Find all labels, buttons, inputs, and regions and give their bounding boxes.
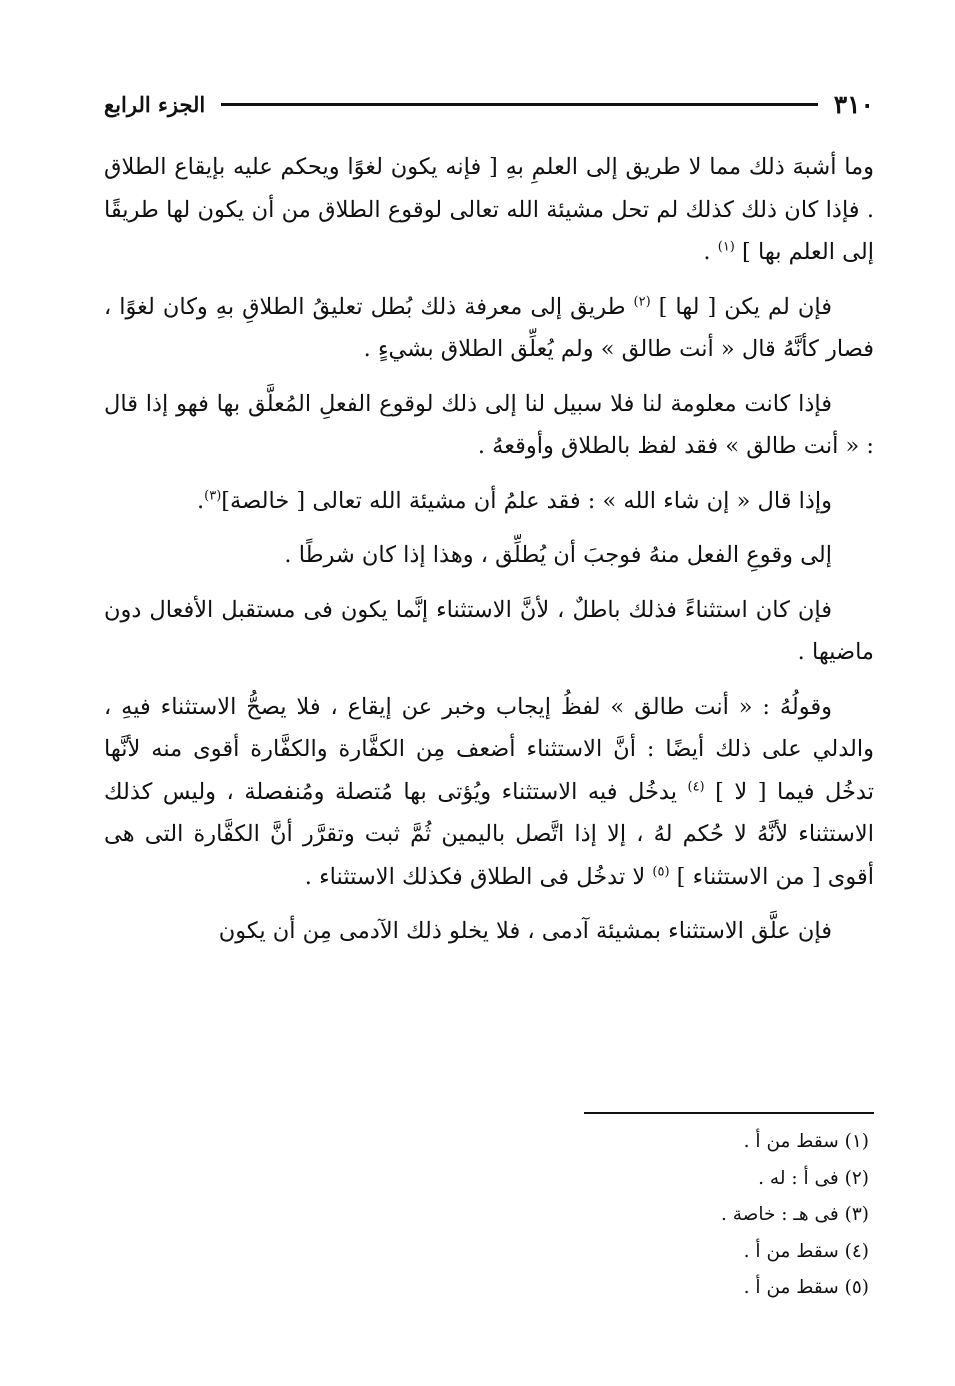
footnote-separator — [584, 1112, 874, 1114]
footnote-2: (٢) فى أ : له . — [758, 1167, 869, 1189]
footnote-4: (٤) سقط من أ . — [743, 1240, 869, 1262]
footnote-ref-5: (٥) — [652, 864, 670, 879]
paragraph-2: فإن لم يكن [ لها ] $^{(٢)}$ طريق إلى معرفة ذلك بُطل تعليقُ الطلاقِ بهِ وكان لغوًا ، فصار كأنَّهُ قال « أنت طالق » ولم يُعلِّق الطلاق بشيءٍ . — [104, 293, 874, 362]
footnote-3: (٣) فى هـ : خاصة . — [720, 1204, 869, 1225]
header-rule — [221, 103, 817, 106]
paragraph-1: وما أشبهَ ذلك مما لا طريق إلى العلمِ بهِ [ فإنه يكون لغوًا ويحكم عليه بإيقاع الطلاق . فإذا كان ذلك كذلك لم تحل مشيئة الله تعالى لوقوع الطلاق من أن يكون لها طريقًا إلى العلم بها ] $^{(١)}$ . — [104, 154, 874, 265]
footnote-ref-3: (٣) — [204, 488, 222, 503]
main-text — [104, 146, 874, 965]
footnote-5: (٥) سقط من أ . — [743, 1277, 869, 1298]
paragraph-3: فإذا كانت معلومة لنا فلا سبيل لنا إلى ذلك لوقوع الفعلِ المُعلَّق بها فهو إذا قال : « أنت طالق » فقد لفظ بالطلاق وأوقعهُ . — [104, 390, 874, 459]
footnotes — [469, 1124, 869, 1307]
page-header — [104, 84, 874, 124]
footnote-ref-2: (٢) — [633, 294, 651, 309]
footnote-ref-4: (٤) — [687, 779, 705, 794]
running-title: الجزء الرابع — [104, 91, 206, 117]
paragraph-5: إلى وقوعِ الفعل منهُ فوجبَ أن يُطلِّق ، وهذا إذا كان شرطًا . — [284, 542, 832, 568]
paragraph-4: وإذا قال « إن شاء الله » : فقد علمُ أن مشيئة الله تعالى [ خالصة]$^{(٣)}$. — [196, 487, 832, 514]
paragraph-8: فإن علَّق الاستثناء بمشيئة آدمى ، فلا يخلو ذلك الآدمى مِن أن يكون — [218, 918, 832, 944]
paragraph-7: وقولُهُ : « أنت طالق » لفظُ إيجاب وخبر عن إيقاع ، فلا يصحُّ الاستثناء فيهِ ، والدلي على ذلك أيضًا : أنَّ الاستثناء أضعف مِن الكفَّارة والكفَّارة أقوى منه لأنَّها تدخُل فيما [ لا ] $^{(٤)}$ يدخُل فيه الاستثناء ويُؤتى بها مُتصلة ومُنفصلة ، وليس كذلك الاستثناء لأنَّهُ لا حُكم لهُ ، إلا إذا اتَّصل باليمين ثُمَّ ثبت وتقرَّر أنَّ الكفَّارة التى هى أقوى [ من الاستثناء ] $^{(٥)}$ لا تدخُل فى الطلاق فكذلك الاستثناء . — [104, 693, 874, 890]
footnote-1: (١) سقط من أ . — [743, 1131, 869, 1152]
footnote-ref-1: (١) — [717, 239, 735, 255]
paragraph-6: فإن كان استثناءً فذلك باطلٌ ، لأنَّ الاستثناء إنَّما يكون فى مستقبل الأفعال دون ماضيها . — [104, 596, 874, 665]
page-number: ٣١٠ — [833, 89, 874, 119]
